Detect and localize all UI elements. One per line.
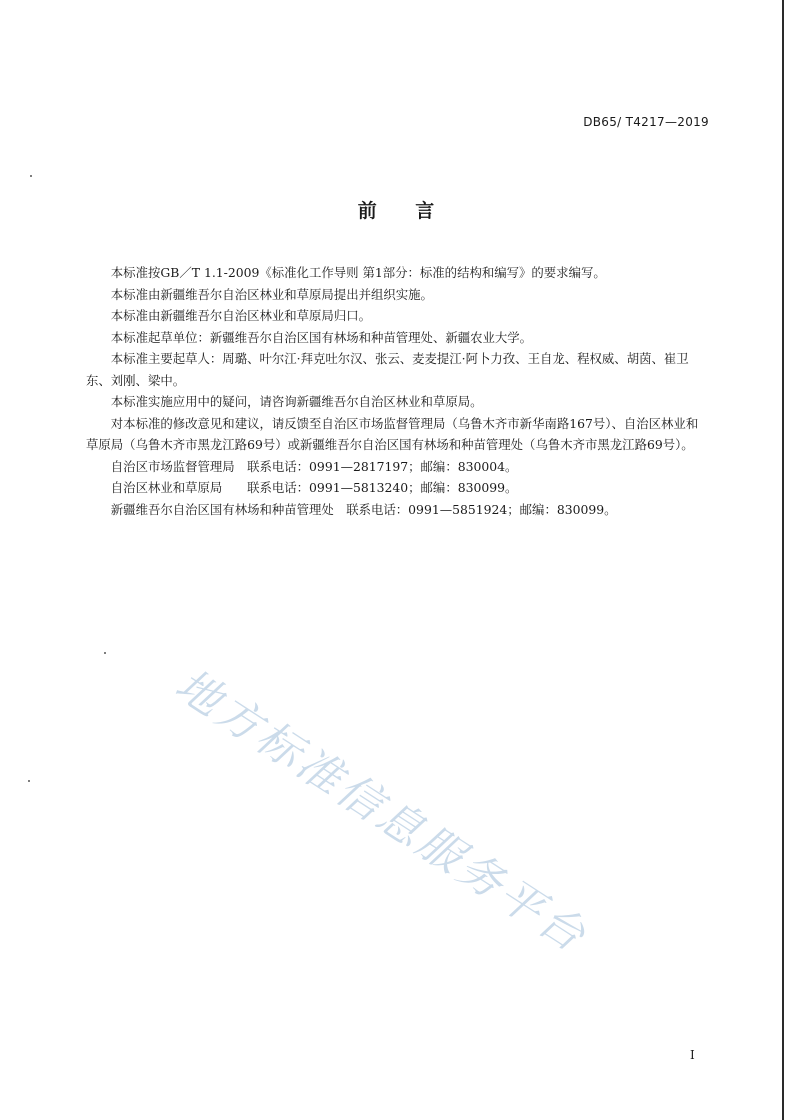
page-title: 前 言	[357, 200, 451, 222]
paragraph: 本标准主要起草人：周璐、叶尔江·拜克吐尔汉、张云、麦麦提江·阿卜力孜、王自龙、程权威、胡茵、崔卫东、刘刚、梁中。	[86, 351, 689, 388]
contact-line: 自治区市场监督管理局 联系电话：0991—2817197；邮编：830004。	[110, 458, 518, 474]
standard-code: DB65/ T4217—2019	[583, 115, 709, 129]
paragraph: 本标准起草单位：新疆维吾尔自治区国有林场和种苗管理处、新疆农业大学。	[110, 329, 533, 345]
contact-line: 自治区林业和草原局 联系电话：0991—5813240；邮编：830099。	[110, 480, 518, 495]
contact-line: 新疆维吾尔自治区国有林场和种苗管理处 联系电话：0991—5851924；邮编：830099。	[110, 501, 617, 517]
watermark: 地方标准信息服务平台	[166, 659, 597, 964]
paragraph: 本标准实施应用中的疑问，请咨询新疆维吾尔自治区林业和草原局。	[110, 394, 483, 409]
scan-edge-line	[782, 0, 784, 1120]
scan-speck	[30, 175, 32, 177]
foreword-body	[86, 262, 710, 520]
paragraph: 本标准按GB／T 1.1-2009《标准化工作导则 第1部分：标准的结构和编写》的要求编写。	[110, 265, 606, 280]
paragraph: 本标准由新疆维吾尔自治区林业和草原局归口。	[110, 308, 371, 323]
paragraph: 对本标准的修改意见和建议，请反馈至自治区市场监督管理局（乌鲁木齐市新华南路167号）、自治区林业和草原局（乌鲁木齐市黑龙江路69号）或新疆维吾尔自治区国有林场和种苗管理处（乌鲁木齐市黑龙江路69号）。	[86, 415, 699, 452]
scan-speck	[28, 780, 30, 782]
paragraph: 本标准由新疆维吾尔自治区林业和草原局提出并组织实施。	[110, 286, 433, 302]
scan-speck	[104, 652, 106, 654]
page-number: I	[690, 1048, 695, 1062]
